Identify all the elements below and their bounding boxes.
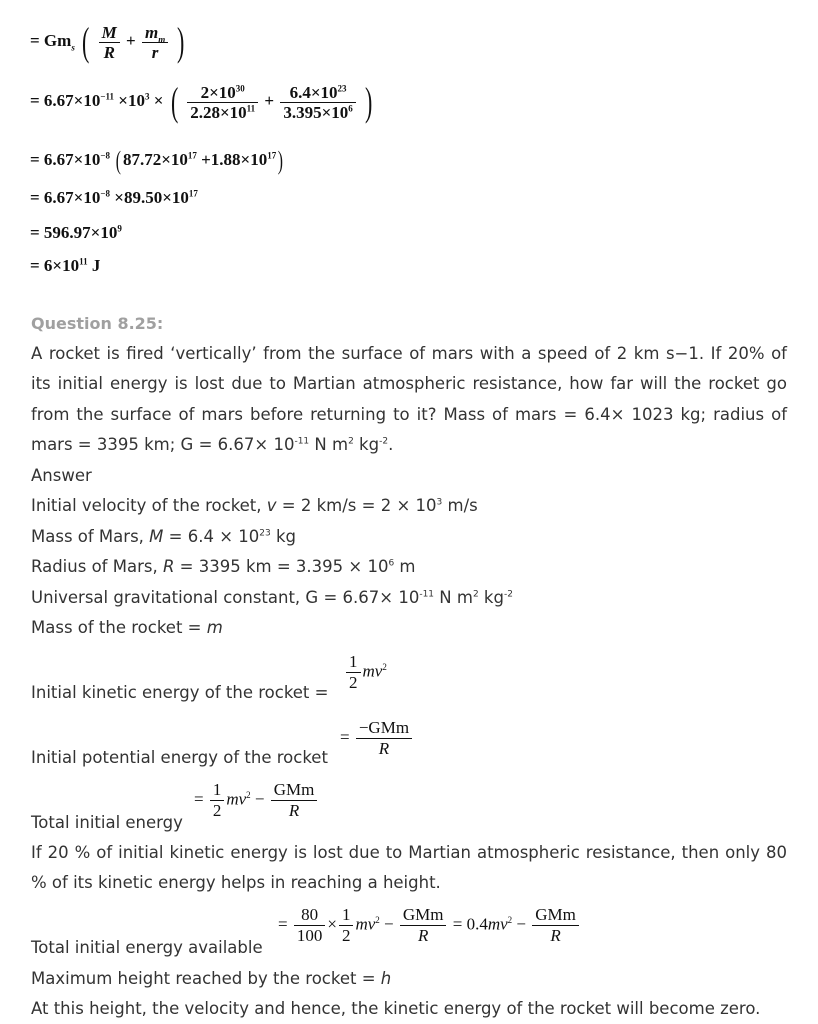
energy-loss-text: If 20 % of initial kinetic energy is lost due to Martian atmospheric resistance, then only 80 % of its kinetic energy helps in reaching a height.	[31, 843, 787, 893]
mass-of-mars-line: Mass of Mars, $M = 6.4 \times 10^{23}$ kg	[31, 527, 297, 546]
question-heading: Question 8.25:	[31, 314, 164, 333]
mass-of-rocket-line: Mass of the rocket = m	[31, 618, 223, 637]
equation-line-1: = $Gm_s$ ( $\frac{M}{R}$ + $\frac{m_m}{r}$ )	[30, 19, 185, 64]
kinetic-energy-label: Initial kinetic energy of the rocket =	[31, 683, 329, 702]
gravitational-constant-line: Universal gravitational constant, $G = 6.67\times 10^{-11}$ N $m^2$ $kg^{-2}$	[31, 588, 513, 607]
max-height-line: Maximum height reached by the rocket = h	[31, 969, 392, 988]
equation-line-6: = $6\times 10^{11}$ J	[30, 256, 101, 275]
total-energy-formula: = $\frac{1}{2}$ $mv^2$ − $\frac{\text{GMm}}{R}$	[194, 780, 319, 821]
equation-line-4: = $6.67\times 10^{-8} \times 89.50\times 10^{17}$	[30, 188, 198, 207]
answer-label: Answer	[31, 466, 92, 485]
total-energy-available-label: Total initial energy available	[31, 938, 263, 957]
equation-line-3: = $6.67\times 10^{-8}$ ( $87.72\times 10^{17} +1.88\times 10^{17}$)	[30, 146, 284, 175]
radius-of-mars-line: Radius of Mars, R = 3395 km = $3.395 \times 10^6$ m	[31, 557, 416, 576]
equation-line-2: = $6.67\times 10^{-11} \times 10^3$ × ( $\frac{2\times 10^{30}}{2.28\times 10^{11}}$ + $\frac{6.4\times 10^{23}}{3.395\times 10^6}$ )	[30, 79, 373, 124]
initial-velocity-line: Initial velocity of the rocket, v = 2 $km/s = 2 \times 10^3$ m/s	[31, 496, 478, 515]
kinetic-energy-formula: $\frac{1}{2}$ $mv^2$	[344, 652, 387, 693]
total-energy-available-formula: = $\frac{80}{100}$ × $\frac{1}{2}$ $mv^2$ − $\frac{\text{GMm}}{R} = 0.4mv^2$ − $\frac{\text{GMm}}{R}$	[278, 905, 581, 946]
final-statement: At this height, the velocity and hence, the kinetic energy of the rocket will become zero.	[31, 999, 761, 1018]
potential-energy-formula: = $\frac{\text{−GMm}}{R}$	[340, 718, 414, 759]
equation-line-5: = $596.97\times 10^9$	[30, 223, 122, 242]
total-energy-label: Total initial energy	[31, 813, 183, 832]
question-text: A rocket is fired ‘vertically’ from the surface of mars with a speed of 2 km s−1. If 20% of its initial energy is lost due to Martian atmospheric resistance, how far will the rocket go from the surface of mars before returning to it? Mass of mars = 6.4× 1023 kg; radius of mars = 3395 km; $G = 6.67\times 10^{-11}$ N $m^2$ $kg^{-2}$.	[31, 344, 787, 455]
potential-energy-label: Initial potential energy of the rocket	[31, 748, 328, 767]
